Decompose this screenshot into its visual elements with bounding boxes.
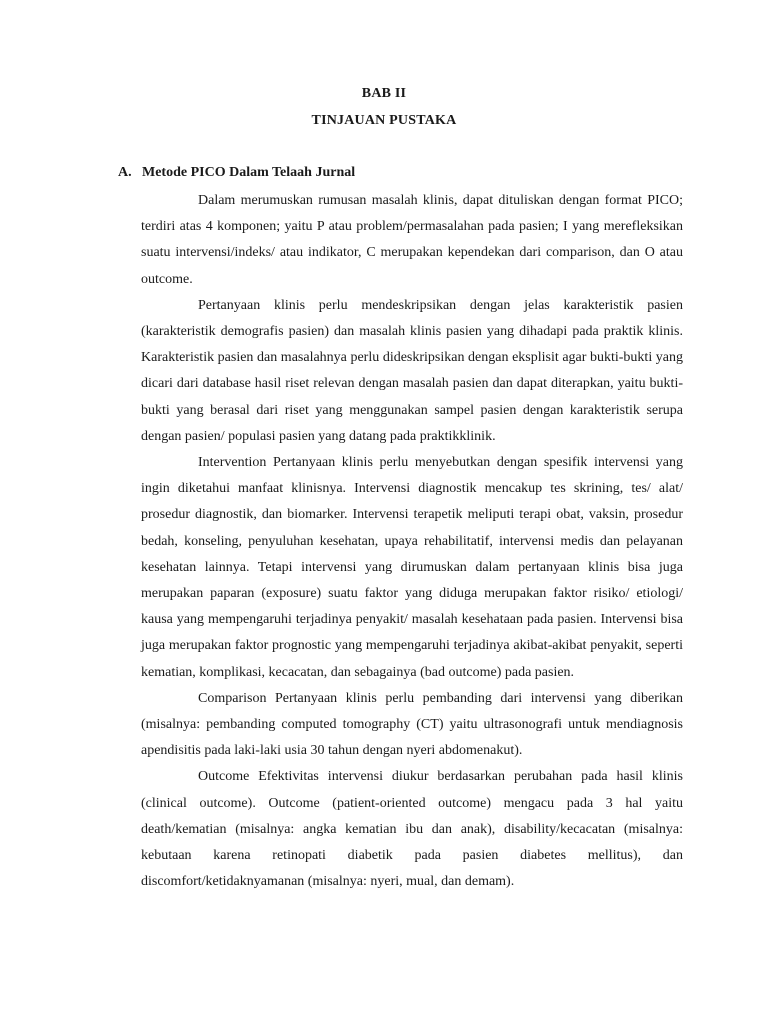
- paragraph-intervention: Intervention Pertanyaan klinis perlu menyebutkan dengan spesifik intervensi yang ingin diketahui manfaat klinisnya. Intervensi diagnostik mencakup tes skrining, tes/ alat/ prosedur diagnostik, dan biomarker. Intervensi terapetik meliputi terapi obat, vaksin, prosedur bedah, konseling, penyuluhan kesehatan, upaya rehabilitatif, intervensi medis dan pelayanan kesehatan lainnya. Tetapi intervensi yang dirumuskan dalam pertanyaan klinis bisa juga merupakan paparan (exposure) suatu faktor yang diduga merupakan faktor risiko/ etiologi/ kausa yang mempengaruhi terjadinya penyakit/ masalah kesehataan pada pasien. Intervensi bisa juga merupakan faktor prognostic yang mempengaruhi terjadinya akibat-akibat penyakit, seperti kematian, komplikasi, kecacatan, dan sebagainya (bad outcome) pada pasien.: [141, 455, 683, 680]
- paragraph-problem: Pertanyaan klinis perlu mendeskripsikan dengan jelas karakteristik pasien (karakteristik demografis pasien) dan masalah klinis pasien yang dihadapi pada praktik klinis. Karakteristik pasien dan masalahnya perlu dideskripsikan dengan eksplisit agar bukti-bukti yang dicari dari database hasil riset relevan dengan masalah pasien dan dapat diterapkan, yaitu bukti-bukti yang berasal dari riset yang menggunakan sampel pasien dengan karakteristik serupa dengan pasien/ populasi pasien yang datang pada praktikklinik.: [141, 297, 683, 444]
- chapter-title: TINJAUAN PUSTAKA: [311, 113, 457, 128]
- section-letter: A.: [118, 165, 132, 180]
- section-heading: [118, 165, 355, 181]
- section-title: Metode PICO Dalam Telaah Jurnal: [142, 165, 356, 180]
- paragraph-pico-intro: Dalam merumuskan rumusan masalah klinis, dapat dituliskan dengan format PICO; terdiri atas 4 komponen; yaitu P atau problem/permasalahan pada pasien; I yang merefleksikan suatu intervensi/indeks/ atau indikator, C merupakan kependekan dari comparison, dan O atau outcome.: [141, 193, 683, 287]
- chapter-heading: BAB II: [361, 86, 407, 101]
- paragraph-outcome: Outcome Efektivitas intervensi diukur berdasarkan perubahan pada hasil klinis (clinical outcome). Outcome (patient-oriented outcome) mengacu pada 3 hal yaitu death/kematian (misalnya: angka kematian ibu dan anak), disability/kecacatan (misalnya: kebutaan karena retinopati diabetik pada pasien diabetes mellitus), dan discomfort/ketidaknyamanan (misalnya: nyeri, mual, dan demam).: [141, 769, 683, 890]
- paragraph-comparison: Comparison Pertanyaan klinis perlu pembanding dari intervensi yang diberikan (misalnya: pembanding computed tomography (CT) yaitu ultrasonografi untuk mendiagnosis apendisitis pada laki-laki usia 30 tahun dengan nyeri abdomenakut).: [141, 690, 683, 759]
- body-text: [141, 188, 683, 895]
